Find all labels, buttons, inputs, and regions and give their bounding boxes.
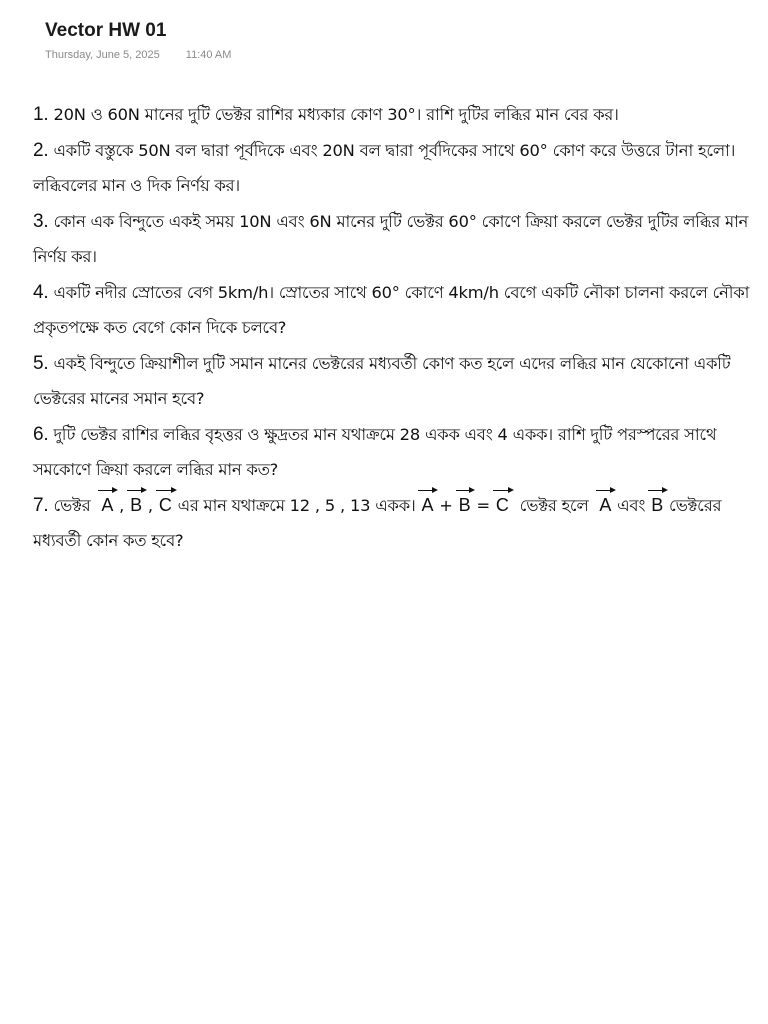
vector-b-symbol [650, 488, 664, 524]
vector-letter: C [158, 494, 172, 515]
vector-arrow-icon [493, 487, 514, 494]
page-date: Thursday, June 5, 2025 [45, 49, 160, 61]
vector-arrow-icon [418, 487, 438, 494]
condition-text: ভেক্টর হলে [519, 495, 589, 515]
question-5 [33, 346, 761, 417]
vector-c-symbol [158, 488, 173, 524]
vector-letter: A [599, 494, 612, 515]
question-text: একটি নদীর স্রোতের বেগ 5km/h। স্রোতের সাথে 60° কোণে 4km/h বেগে একটি নৌকা চালনা করলে নৌকা প্রকৃতপক্ষে কত বেগে কোন দিকে চলবে? [33, 282, 750, 337]
question-text: 20N ও 60N মানের দুটি ভেক্টর রাশির মধ্যকার কোণ 30°। রাশি দুটির লব্ধির মান বের কর। [53, 105, 619, 124]
page-title[interactable]: Vector HW 01 [45, 20, 167, 41]
question-number: 4. [33, 281, 49, 303]
page-meta [45, 49, 231, 61]
question-number: 1. [33, 104, 49, 125]
vector-letter: A [101, 494, 114, 515]
vector-word: ভেক্টর [53, 495, 91, 515]
vector-letter: B [651, 494, 664, 515]
comma: , [147, 495, 153, 515]
question-number: 7. [33, 494, 49, 516]
vector-b-symbol [129, 488, 143, 524]
question-text: দুটি ভেক্টর রাশির লব্ধির বৃহত্তর ও ক্ষুদ্রতর মান যথাক্রমে 28 একক এবং 4 একক। রাশি দুটি পরস্পরের সাথে সমকোণে ক্রিয়া করলে লব্ধির মান কত? [33, 424, 717, 479]
question-number: 2. [33, 139, 49, 161]
question-4 [33, 275, 761, 346]
question-list[interactable] [33, 97, 761, 559]
question-6 [33, 417, 761, 488]
question-1 [33, 97, 761, 133]
vector-arrow-icon [127, 487, 147, 494]
question-2 [33, 133, 761, 204]
vector-letter: A [421, 494, 434, 515]
vector-arrow-icon [456, 487, 476, 494]
question-text: একটি বস্তুকে 50N বল দ্বারা পূর্বদিকে এবং 20N বল দ্বারা পূর্বদিকের সাথে 60° কোণ করে উত্তরে টানা হলো। লব্ধিবলের মান ও দিক নির্ণয় কর। [33, 140, 736, 195]
vector-letter: B [458, 494, 471, 515]
question-number: 5. [33, 352, 49, 374]
vector-arrow-icon [648, 487, 668, 494]
vector-a-symbol [100, 488, 114, 524]
plus-sign: + [439, 495, 453, 515]
equals-sign: = [476, 495, 490, 515]
vector-letter: B [130, 494, 142, 515]
vector-a-symbol [598, 488, 612, 524]
magnitudes-text: এর মান যথাক্রমে 12 , 5 , 13 একক। [177, 495, 416, 515]
question-3 [33, 204, 761, 275]
vector-letter: C [495, 494, 509, 515]
question-text: কোন এক বিন্দুতে একই সময় 10N এবং 6N মানের দুটি ভেক্টর 60° কোণে ক্রিয়া করলে ভেক্টর দুটির লব্ধির মান নির্ণয় কর। [33, 211, 749, 266]
question-number: 6. [33, 423, 49, 445]
vector-arrow-icon [596, 487, 616, 494]
vector-c-symbol [495, 488, 510, 524]
vector-arrow-icon [98, 487, 118, 494]
question-7 [33, 488, 761, 559]
question-number: 3. [33, 210, 49, 232]
vector-arrow-icon [156, 487, 177, 494]
vector-a-symbol [420, 488, 434, 524]
ending-text: ভেক্টরের মধ্যবর্তী কোন কত হবে? [33, 495, 722, 550]
vector-b-symbol [458, 488, 472, 524]
comma: , [119, 495, 125, 515]
question-text: একই বিন্দুতে ক্রিয়াশীল দুটি সমান মানের ভেক্টরের মধ্যবর্তী কোণ কত হলে এদের লব্ধির মান যেকোনো একটি ভেক্টরের মানের সমান হবে? [33, 353, 731, 408]
and-text: এবং [617, 495, 646, 515]
page-time: 11:40 AM [185, 49, 232, 61]
